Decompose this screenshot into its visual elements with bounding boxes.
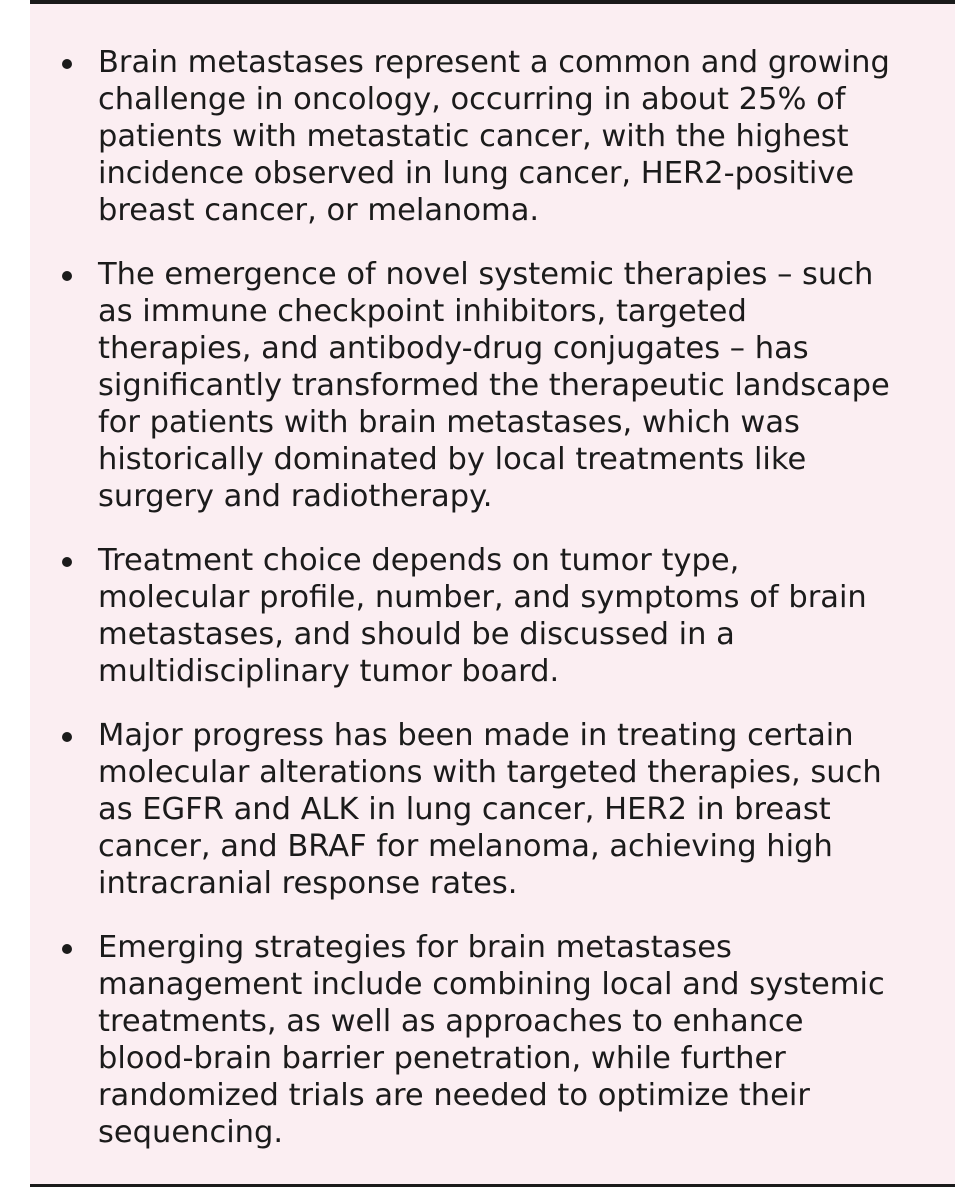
bullet-dot-icon <box>62 732 72 742</box>
key-point-text: Brain metastases represent a common and growing challenge in oncology, occurring in about 25% of patients with metastatic cancer, with the highest incidence observed in lung cancer, HER2-positive breast cancer, or melanoma. <box>98 45 890 228</box>
list-item <box>60 929 900 1151</box>
key-point-text: The emergence of novel systemic therapies – such as immune checkpoint inhibitors, targeted therapies, and antibody-drug conjugates – has significantly transformed the therapeutic landscape for patients with brain metastases, which was historically dominated by local treatments like surgery and radiotherapy. <box>98 257 890 514</box>
list-item <box>60 542 900 690</box>
bullet-dot-icon <box>62 59 72 69</box>
key-point-text: Treatment choice depends on tumor type, molecular profile, number, and symptoms of brain metastases, and should be discussed in a multidisciplinary tumor board. <box>98 543 867 689</box>
key-point-text: Major progress has been made in treating certain molecular alterations with targeted therapies, such as EGFR and ALK in lung cancer, HER2 in breast cancer, and BRAF for melanoma, achieving high intracranial response rates. <box>98 718 882 901</box>
bullet-dot-icon <box>62 557 72 567</box>
key-point-text: Emerging strategies for brain metastases management include combining local and systemic treatments, as well as approaches to enhance blood-brain barrier penetration, while further randomized trials are needed to optimize their sequencing. <box>98 930 885 1150</box>
key-points-list <box>60 44 900 1178</box>
key-points-panel <box>30 4 955 1184</box>
list-item <box>60 717 900 902</box>
bottom-divider <box>30 1184 955 1187</box>
list-item <box>60 256 900 515</box>
bullet-dot-icon <box>62 271 72 281</box>
bullet-dot-icon <box>62 944 72 954</box>
list-item <box>60 44 900 229</box>
